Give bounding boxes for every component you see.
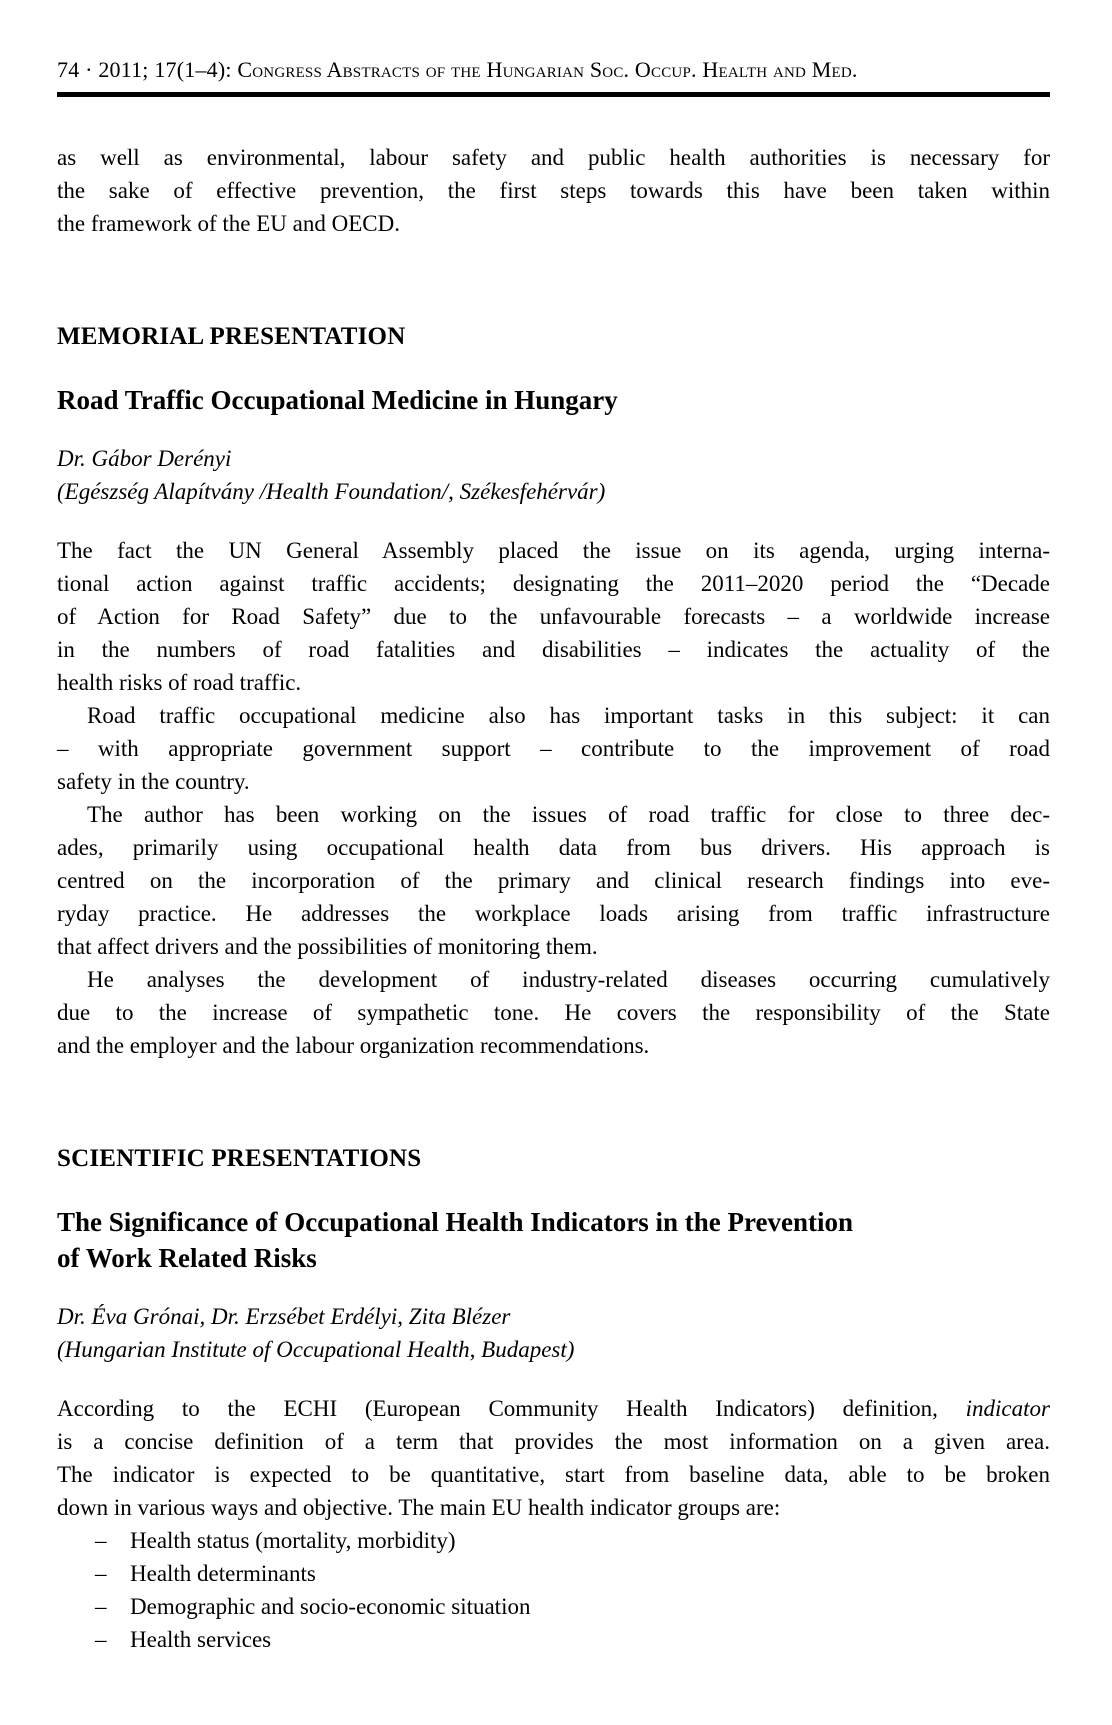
header-rule <box>57 92 1050 97</box>
paragraph <box>57 798 1050 963</box>
dash-marker: – <box>95 1561 107 1586</box>
paragraph-line: as well as environmental, labour safety and public health authorities is necessary for <box>57 145 1050 170</box>
list-item <box>57 1524 1050 1557</box>
list-item-text: Health status (mortality, morbidity) <box>130 1528 456 1553</box>
journal-title: Congress Abstracts of the Hungarian Soc. Occup. Health and Med. <box>237 57 858 82</box>
affiliation-line: (Hungarian Institute of Occupational Health, Budapest) <box>57 1337 575 1362</box>
list-item <box>57 1590 1050 1623</box>
list-item <box>57 1557 1050 1590</box>
paragraph-line: Road traffic occupational medicine also has important tasks in this subject: it can <box>87 703 1050 728</box>
paragraph-line: According to the ECHI (European Community Health Indicators) definition, indicator <box>57 1396 1050 1421</box>
abstract-title-line: Road Traffic Occupational Medicine in Hungary <box>57 385 618 415</box>
paragraph-line: ades, primarily using occupational health data from bus drivers. His approach is <box>57 835 1050 860</box>
list-item <box>57 1623 1050 1656</box>
paragraph-line: ryday practice. He addresses the workplace loads arising from traffic infrastructure <box>57 901 1050 926</box>
paragraph <box>57 534 1050 699</box>
dash-marker: – <box>95 1528 107 1553</box>
paragraph <box>57 963 1050 1062</box>
paragraph-line: and the employer and the labour organization recommendations. <box>57 1033 650 1058</box>
paragraph-line: in the numbers of road fatalities and disabilities – indicates the actuality of the <box>57 637 1050 662</box>
paragraph-line: The author has been working on the issues of road traffic for close to three dec- <box>87 802 1050 827</box>
abstract-title-line: The Significance of Occupational Health Indicators in the Prevention <box>57 1207 853 1237</box>
paragraph-line: is a concise definition of a term that provides the most information on a given area. <box>57 1429 1050 1454</box>
paragraph-line: due to the increase of sympathetic tone. He covers the responsibility of the State <box>57 1000 1050 1025</box>
authors-block <box>57 442 1050 508</box>
abstract-title-line: of Work Related Risks <box>57 1243 317 1273</box>
paragraph-line: – with appropriate government support – contribute to the improvement of road <box>57 736 1050 761</box>
paragraph <box>57 141 1050 240</box>
list-item-text: Demographic and socio-economic situation <box>130 1594 531 1619</box>
dash-marker: – <box>95 1594 107 1619</box>
section-heading: MEMORIAL PRESENTATION <box>57 323 406 350</box>
list-item-text: Health determinants <box>130 1561 316 1586</box>
abstract-title <box>57 382 1050 418</box>
paragraph-line: safety in the country. <box>57 769 250 794</box>
paragraph-line: He analyses the development of industry-related diseases occurring cumulatively <box>87 967 1050 992</box>
dash-marker: – <box>95 1627 107 1652</box>
paragraph-line: of Action for Road Safety” due to the unfavourable forecasts – a worldwide increase <box>57 604 1050 629</box>
paragraph-line: the sake of effective prevention, the first steps towards this have been taken within <box>57 178 1050 203</box>
paragraph-line: tional action against traffic accidents; designating the 2011–2020 period the “Decade <box>57 571 1050 596</box>
running-header <box>57 57 1050 83</box>
authors-line: Dr. Gábor Derényi <box>57 446 232 471</box>
list-item-text: Health services <box>130 1627 272 1652</box>
document-body <box>57 141 1050 1656</box>
indicator-list <box>57 1524 1050 1656</box>
paragraph-line: The fact the UN General Assembly placed the issue on its agenda, urging interna- <box>57 538 1050 563</box>
authors-line: Dr. Éva Grónai, Dr. Erzsébet Erdélyi, Zita Blézer <box>57 1304 511 1329</box>
page-content <box>57 0 1050 1656</box>
paragraph-line: down in various ways and objective. The main EU health indicator groups are: <box>57 1495 781 1520</box>
abstract-title <box>57 1204 1050 1276</box>
section-heading: SCIENTIFIC PRESENTATIONS <box>57 1145 422 1172</box>
paragraph-line: the framework of the EU and OECD. <box>57 211 400 236</box>
page-number-citation: 74 · 2011; 17(1–4): <box>57 57 238 82</box>
paragraph <box>57 699 1050 798</box>
paragraph-line: centred on the incorporation of the primary and clinical research findings into eve- <box>57 868 1050 893</box>
paragraph <box>57 1392 1050 1524</box>
authors-block <box>57 1300 1050 1366</box>
affiliation-line: (Egészség Alapítvány /Health Foundation/, Székesfehérvár) <box>57 479 606 504</box>
paragraph-line: The indicator is expected to be quantitative, start from baseline data, able to be broken <box>57 1462 1050 1487</box>
paragraph-line: health risks of road traffic. <box>57 670 302 695</box>
paragraph-line: that affect drivers and the possibilities of monitoring them. <box>57 934 598 959</box>
italic-term: indicator <box>965 1396 1050 1421</box>
